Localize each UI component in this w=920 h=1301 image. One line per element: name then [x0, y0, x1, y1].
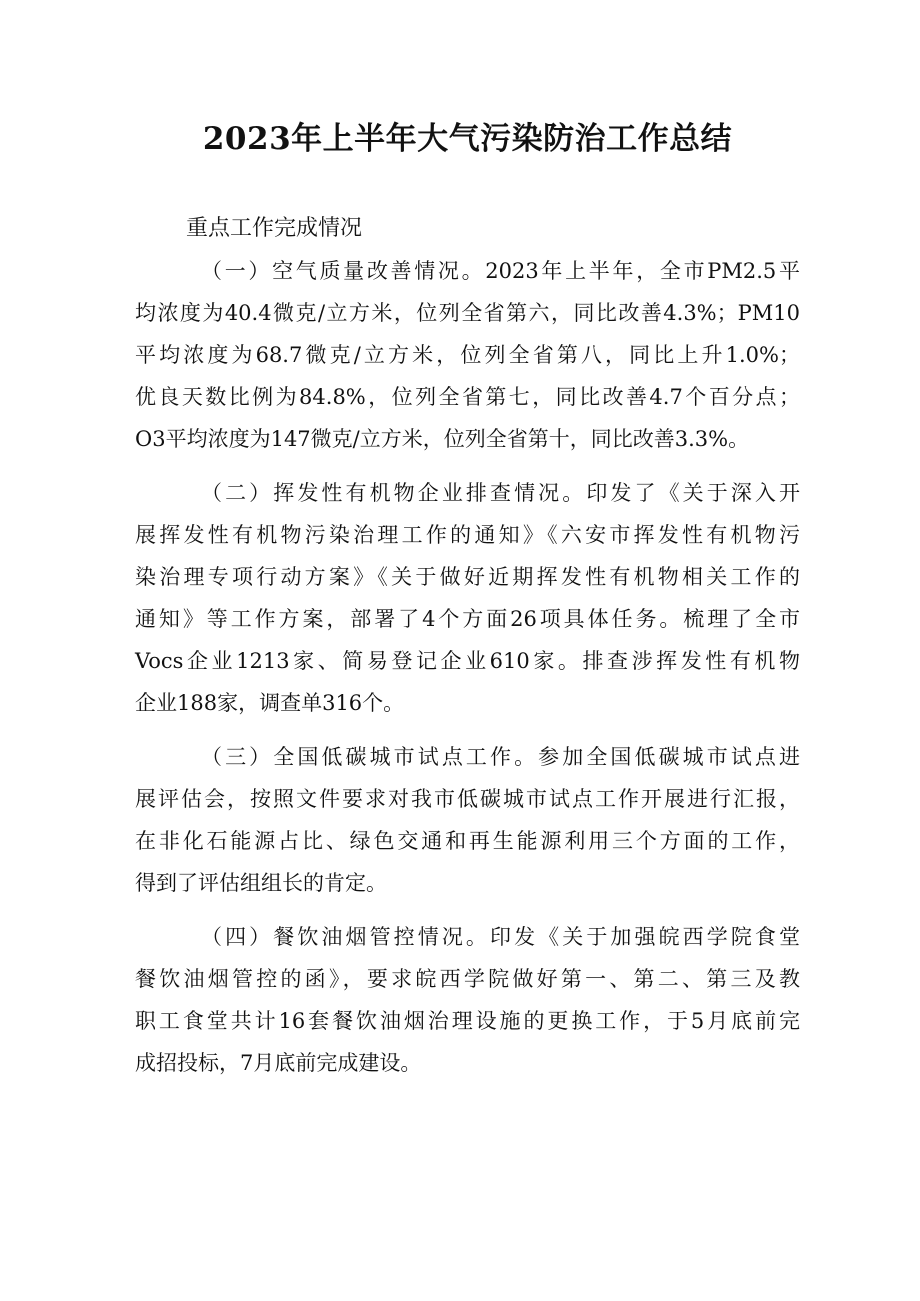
paragraph-cooking-fumes	[135, 916, 800, 1084]
paragraph-line: 在非化石能源占比、绿色交通和再生能源利用三个方面的工作，	[135, 829, 800, 853]
paragraph-line: 染治理专项行动方案》《关于做好近期挥发性有机物相关工作的	[135, 565, 800, 589]
paragraph-line: 平均浓度为68.7微克/立方米，位列全省第八，同比上升1.0%；	[135, 343, 800, 367]
paragraph-line: 通知》等工作方案，部署了4个方面26项具体任务。梳理了全市	[135, 607, 800, 631]
paragraph-line: 展挥发性有机物污染治理工作的通知》《六安市挥发性有机物污	[135, 523, 800, 547]
paragraph-line: （一）空气质量改善情况。2023年上半年，全市PM2.5平	[201, 259, 800, 283]
paragraph-line: 职工食堂共计16套餐饮油烟治理设施的更换工作，于5月底前完	[135, 1009, 800, 1033]
paragraph-vocs	[135, 472, 800, 724]
paragraph-line: 企业188家，调查单316个。	[135, 691, 405, 715]
paragraph-low-carbon	[135, 736, 800, 904]
paragraph-line: 成招投标，7月底前完成建设。	[135, 1051, 422, 1075]
paragraph-line: Vocs企业1213家、简易登记企业610家。排查涉挥发性有机物	[135, 649, 800, 673]
document-title: 2023年上半年大气污染防治工作总结	[202, 121, 733, 157]
paragraph-line: O3平均浓度为147微克/立方米，位列全省第十，同比改善3.3%。	[135, 427, 750, 451]
paragraph-line: 均浓度为40.4微克/立方米，位列全省第六，同比改善4.3%；PM10	[135, 301, 800, 325]
paragraph-line: 餐饮油烟管控的函》，要求皖西学院做好第一、第二、第三及教	[135, 967, 800, 991]
paragraph-line: 优良天数比例为84.8%，位列全省第七，同比改善4.7个百分点；	[135, 385, 800, 409]
paragraph-air-quality	[135, 250, 800, 460]
paragraph-line: （三）全国低碳城市试点工作。参加全国低碳城市试点进	[201, 745, 800, 769]
paragraph-line: 展评估会，按照文件要求对我市低碳城市试点工作开展进行汇报，	[135, 787, 800, 811]
document-page	[135, 118, 800, 1084]
section-heading: 重点工作完成情况	[186, 216, 363, 241]
paragraph-line: （四）餐饮油烟管控情况。印发《关于加强皖西学院食堂	[201, 925, 800, 949]
paragraph-line: （二）挥发性有机物企业排查情况。印发了《关于深入开	[201, 481, 800, 505]
paragraph-line: 得到了评估组组长的肯定。	[135, 871, 387, 895]
